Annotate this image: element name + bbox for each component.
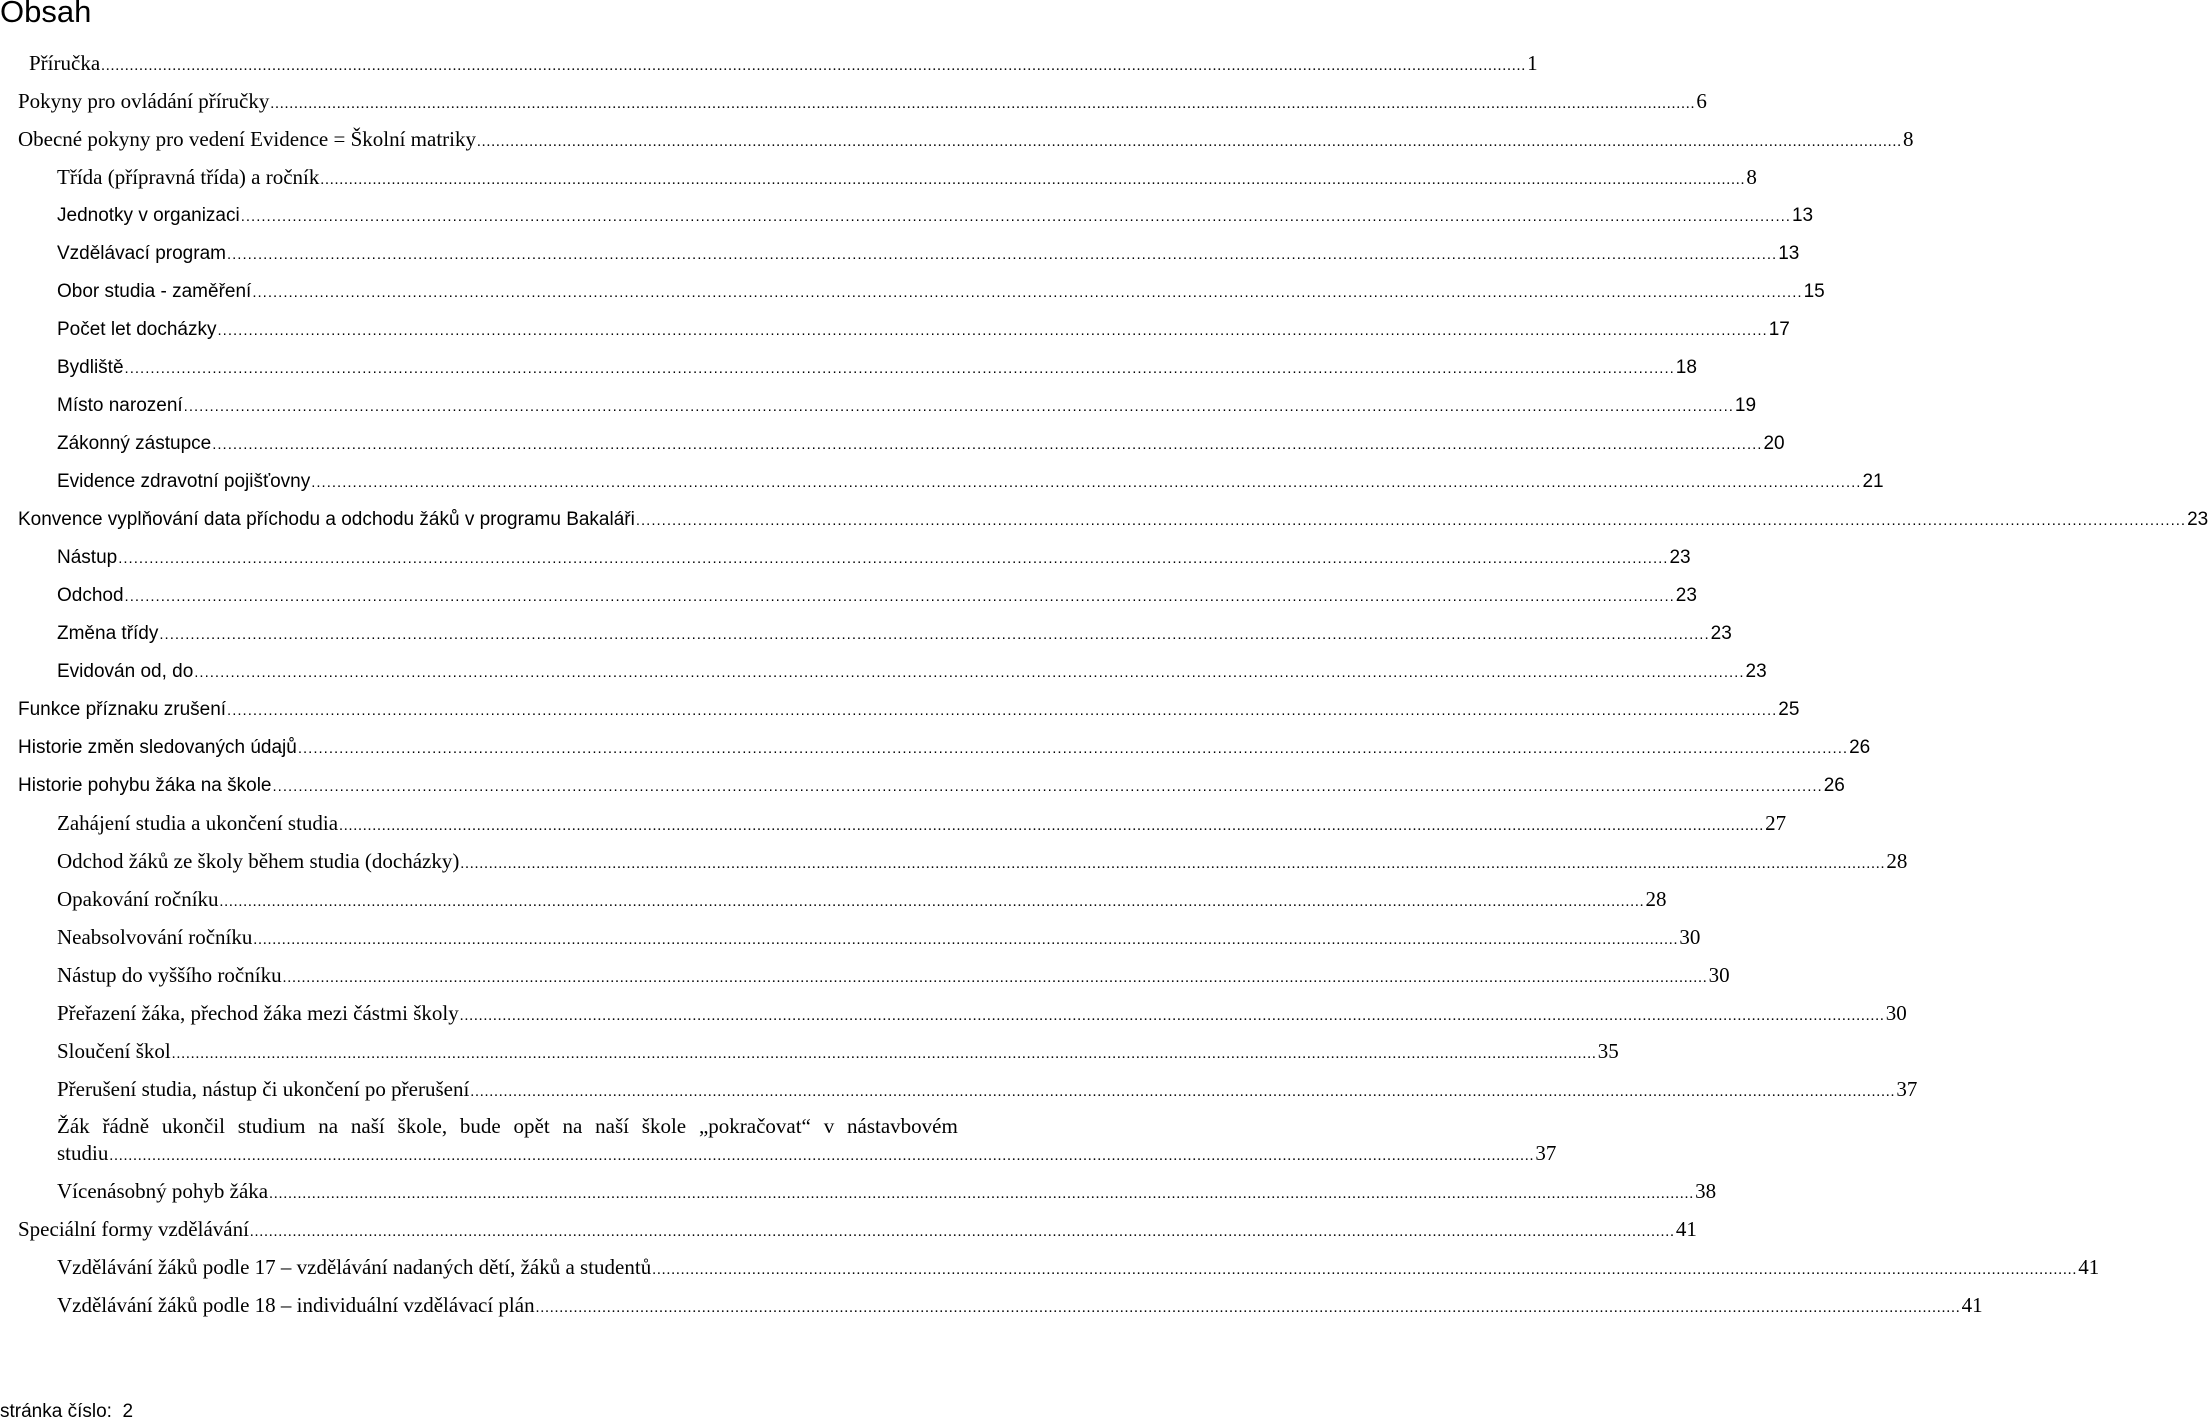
leader-dots: ............................................................................................................................................................................................................................................................................................................ — [297, 740, 1849, 757]
word: bude — [459, 1114, 501, 1138]
toc-entry-label: Funkce příznaku zrušení — [18, 699, 227, 720]
toc-entry-page: 8 — [1746, 165, 1757, 189]
toc-entry-page: 20 — [1763, 433, 1785, 454]
leader-dots: ............................................................................................................................................................................................................................................................................................................ — [240, 208, 1791, 225]
word: Žák — [57, 1114, 90, 1138]
page-number-label: stránka číslo: — [0, 1401, 112, 1422]
leader-dots: ............................................................................................................................................................................................................................................................................................................ — [227, 702, 1778, 719]
toc-entry-page: 13 — [1791, 205, 1814, 226]
leader-dots: ............................................................................................................................................................................................................................................................................................................ — [124, 360, 1675, 377]
word: ukončil — [161, 1114, 225, 1138]
toc-entry-label: Konvence vyplňování data příchodu a odchodu žáků v programu Bakaláři — [18, 509, 635, 530]
toc-entry-page: 41 — [1675, 1217, 1697, 1241]
leader-dots: ............................................................................................................................................................................................................................................................................................................ — [171, 1046, 1597, 1062]
toc-entry-page: 35 — [1597, 1039, 1619, 1063]
toc-entry-page: 26 — [1823, 775, 1845, 796]
toc-entry[interactable] — [57, 886, 1667, 916]
leader-dots: ............................................................................................................................................................................................................................................................................................................ — [269, 1186, 1695, 1202]
toc-entry-page: 38 — [1695, 1179, 1717, 1203]
toc-entry-label: Vzdělávání žáků podle 17 – vzdělávání nadaných dětí, žáků a studentů — [57, 1255, 652, 1279]
toc-entry-label: studiu — [57, 1141, 109, 1165]
toc-entry-page: 18 — [1675, 357, 1697, 378]
toc-entry[interactable] — [57, 1038, 1619, 1068]
leader-dots: ............................................................................................................................................................................................................................................................................................................ — [118, 550, 1669, 567]
toc-entry-label: Evidován od, do — [57, 661, 194, 682]
leader-dots: ............................................................................................................................................................................................................................................................................................................ — [652, 1262, 2078, 1278]
toc-entry[interactable] — [18, 506, 2208, 534]
toc-entry[interactable] — [57, 164, 1757, 194]
toc-entry-page: 26 — [1849, 737, 1871, 758]
toc-entry-page: 30 — [1679, 925, 1701, 949]
word: škole — [641, 1114, 687, 1138]
toc-entry-page: 21 — [1862, 471, 1884, 492]
toc-entry[interactable] — [57, 544, 1691, 572]
toc-entry-label: Změna třídy — [57, 623, 159, 644]
toc-entry[interactable] — [57, 316, 1790, 344]
toc-entry-label: Historie změn sledovaných údajů — [18, 737, 297, 758]
leader-dots: ............................................................................................................................................................................................................................................................................................................ — [109, 1148, 1535, 1164]
toc-entry[interactable] — [57, 468, 1884, 496]
toc-entry-page: 37 — [1535, 1141, 1557, 1165]
word: „pokračovat“ — [698, 1114, 811, 1138]
toc-entry[interactable] — [57, 658, 1767, 686]
toc-entry-label: Obecné pokyny pro vedení Evidence = Školní matriky — [18, 127, 476, 151]
page-title: Obsah — [0, 0, 92, 29]
toc-entry-wrapped-line — [57, 1113, 958, 1140]
toc-entry[interactable] — [57, 430, 1785, 458]
toc-entry-page: 28 — [1645, 887, 1667, 911]
toc-entry-page: 41 — [1961, 1293, 1983, 1317]
toc-entry[interactable] — [29, 50, 1538, 80]
toc-entry-page: 1 — [1527, 51, 1538, 75]
toc-entry[interactable] — [57, 848, 1908, 878]
toc-entry-page: 23 — [1669, 547, 1691, 568]
word: naší — [350, 1114, 385, 1138]
leader-dots: ............................................................................................................................................................................................................................................................................................................ — [311, 474, 1862, 491]
toc-entry-page: 23 — [1710, 623, 1732, 644]
toc-entry-page: 30 — [1885, 1001, 1907, 1025]
toc-entry[interactable] — [18, 1216, 1697, 1246]
word: na — [318, 1114, 339, 1138]
toc-entry[interactable] — [57, 924, 1701, 954]
page-number: 2 — [122, 1401, 134, 1422]
word: řádně — [102, 1114, 150, 1138]
toc-entry-label: Pokyny pro ovládání příručky — [18, 89, 270, 113]
leader-dots: ............................................................................................................................................................................................................................................................................................................ — [635, 512, 2187, 529]
leader-dots: ............................................................................................................................................................................................................................................................................................................ — [159, 626, 1710, 643]
toc-entry-page: 37 — [1896, 1077, 1918, 1101]
toc-entry-label: Zákonný zástupce — [57, 433, 212, 454]
toc-entry[interactable] — [18, 772, 1845, 800]
toc-entry-page: 27 — [1765, 811, 1787, 835]
toc-entry[interactable] — [57, 392, 1757, 420]
toc-entry-page: 23 — [1745, 661, 1767, 682]
toc-entry-label: Historie pohybu žáka na škole — [18, 775, 272, 796]
toc-entry-label: Nástup do vyššího ročníku — [57, 963, 282, 987]
toc-entry-label: Počet let docházky — [57, 319, 217, 340]
toc-entry[interactable] — [18, 126, 1914, 156]
toc-entry-page: 19 — [1734, 395, 1757, 416]
toc-entry-label: Bydliště — [57, 357, 124, 378]
toc-entry[interactable] — [57, 240, 1800, 268]
leader-dots: ............................................................................................................................................................................................................................................................................................................ — [212, 436, 1763, 453]
toc-entry-page: 17 — [1768, 319, 1790, 340]
leader-dots: ............................................................................................................................................................................................................................................................................................................ — [183, 398, 1734, 415]
leader-dots: ............................................................................................................................................................................................................................................................................................................ — [124, 588, 1675, 605]
page-footer — [0, 1401, 133, 1423]
word: v — [823, 1114, 835, 1138]
toc-entry-label: Obor studia - zaměření — [57, 281, 252, 302]
leader-dots: ............................................................................................................................................................................................................................................................................................................ — [217, 322, 1768, 339]
leader-dots: ............................................................................................................................................................................................................................................................................................................ — [194, 664, 1745, 681]
toc-entry-page: 8 — [1902, 127, 1914, 151]
leader-dots: ............................................................................................................................................................................................................................................................................................................ — [282, 970, 1708, 986]
toc-entry-label: Odchod žáků ze školy během studia (docházky) — [57, 849, 460, 873]
toc-entry[interactable] — [18, 696, 1800, 724]
toc-entry-label: Vícenásobný pohyb žáka — [57, 1179, 269, 1203]
toc-entry-page: 30 — [1708, 963, 1730, 987]
toc-entry-label: Opakování ročníku — [57, 887, 219, 911]
toc-entry[interactable] — [57, 582, 1697, 610]
leader-dots: ............................................................................................................................................................................................................................................................................................................ — [253, 932, 1679, 948]
toc-entry-label: Přeřazení žáka, přechod žáka mezi částmi školy — [57, 1001, 459, 1025]
word: naší — [595, 1114, 629, 1138]
toc-entry-label: Místo narození — [57, 395, 183, 416]
toc-entry[interactable] — [57, 354, 1697, 382]
toc-entry-page: 23 — [1675, 585, 1697, 606]
toc-entry-label: Speciální formy vzdělávání — [18, 1217, 249, 1241]
word: na — [562, 1114, 583, 1138]
toc-entry-label: Nástup — [57, 547, 118, 568]
toc-entry[interactable] — [57, 1178, 1717, 1208]
toc-entry-label: Třída (přípravná třída) a ročník — [57, 165, 320, 189]
toc-entry-page: 25 — [1778, 699, 1800, 720]
leader-dots: ............................................................................................................................................................................................................................................................................................................ — [270, 96, 1696, 112]
toc-entry-label: Evidence zdravotní pojišťovny — [57, 471, 311, 492]
toc-entry-label: Jednotky v organizaci — [57, 205, 240, 226]
toc-entry-label: Odchod — [57, 585, 124, 606]
toc-entry[interactable] — [18, 88, 1707, 118]
toc-entry-label: Vzdělávací program — [57, 243, 226, 264]
leader-dots: ............................................................................................................................................................................................................................................................................................................ — [460, 856, 1886, 872]
leader-dots: ............................................................................................................................................................................................................................................................................................................ — [339, 818, 1765, 834]
toc-entry-page: 41 — [2078, 1255, 2100, 1279]
toc-entry[interactable] — [57, 202, 1814, 230]
word: opět — [513, 1114, 550, 1138]
toc-entry-label: Sloučení škol — [57, 1039, 171, 1063]
toc-entry-label: Příručka — [29, 51, 101, 75]
leader-dots: ............................................................................................................................................................................................................................................................................................................ — [459, 1008, 1885, 1024]
toc-entry[interactable] — [57, 962, 1730, 992]
toc-entry-page: 28 — [1886, 849, 1908, 873]
toc-entry[interactable] — [18, 734, 1871, 762]
word: studium — [237, 1114, 306, 1138]
toc-entry-label: Přerušení studia, nástup či ukončení po přerušení — [57, 1077, 470, 1101]
toc-entry[interactable] — [57, 278, 1825, 306]
toc-entry[interactable] — [57, 1076, 1918, 1106]
word: nástavbovém — [847, 1114, 958, 1138]
toc-entry-label: Vzdělávání žáků podle 18 – individuální vzdělávací plán — [57, 1293, 535, 1317]
leader-dots: ............................................................................................................................................................................................................................................................................................................ — [272, 778, 1823, 795]
leader-dots: ............................................................................................................................................................................................................................................................................................................ — [470, 1084, 1896, 1100]
leader-dots: ............................................................................................................................................................................................................................................................................................................ — [476, 134, 1902, 150]
toc-entry[interactable] — [57, 620, 1732, 648]
toc-entry[interactable] — [57, 1254, 2100, 1284]
toc-entry-label: Neabsolvování ročníku — [57, 925, 253, 949]
toc-entry[interactable] — [57, 1292, 1983, 1322]
leader-dots: ............................................................................................................................................................................................................................................................................................................ — [535, 1300, 1961, 1316]
leader-dots: ............................................................................................................................................................................................................................................................................................................ — [101, 58, 1527, 74]
leader-dots: ............................................................................................................................................................................................................................................................................................................ — [249, 1224, 1675, 1240]
toc-entry-page: 13 — [1778, 243, 1800, 264]
leader-dots: ............................................................................................................................................................................................................................................................................................................ — [252, 284, 1803, 301]
leader-dots: ............................................................................................................................................................................................................................................................................................................ — [226, 246, 1778, 263]
word: škole, — [397, 1114, 448, 1138]
toc-entry[interactable] — [57, 1000, 1907, 1030]
toc-entry[interactable] — [57, 1140, 1557, 1170]
leader-dots: ............................................................................................................................................................................................................................................................................................................ — [219, 894, 1645, 910]
toc-entry-page: 15 — [1803, 281, 1825, 302]
toc-entry[interactable] — [57, 810, 1787, 840]
toc-entry-page: 23 — [2187, 509, 2208, 530]
leader-dots: ............................................................................................................................................................................................................................................................................................................ — [320, 172, 1746, 188]
toc-entry-page: 6 — [1696, 89, 1707, 113]
toc-entry-label: Zahájení studia a ukončení studia — [57, 811, 339, 835]
